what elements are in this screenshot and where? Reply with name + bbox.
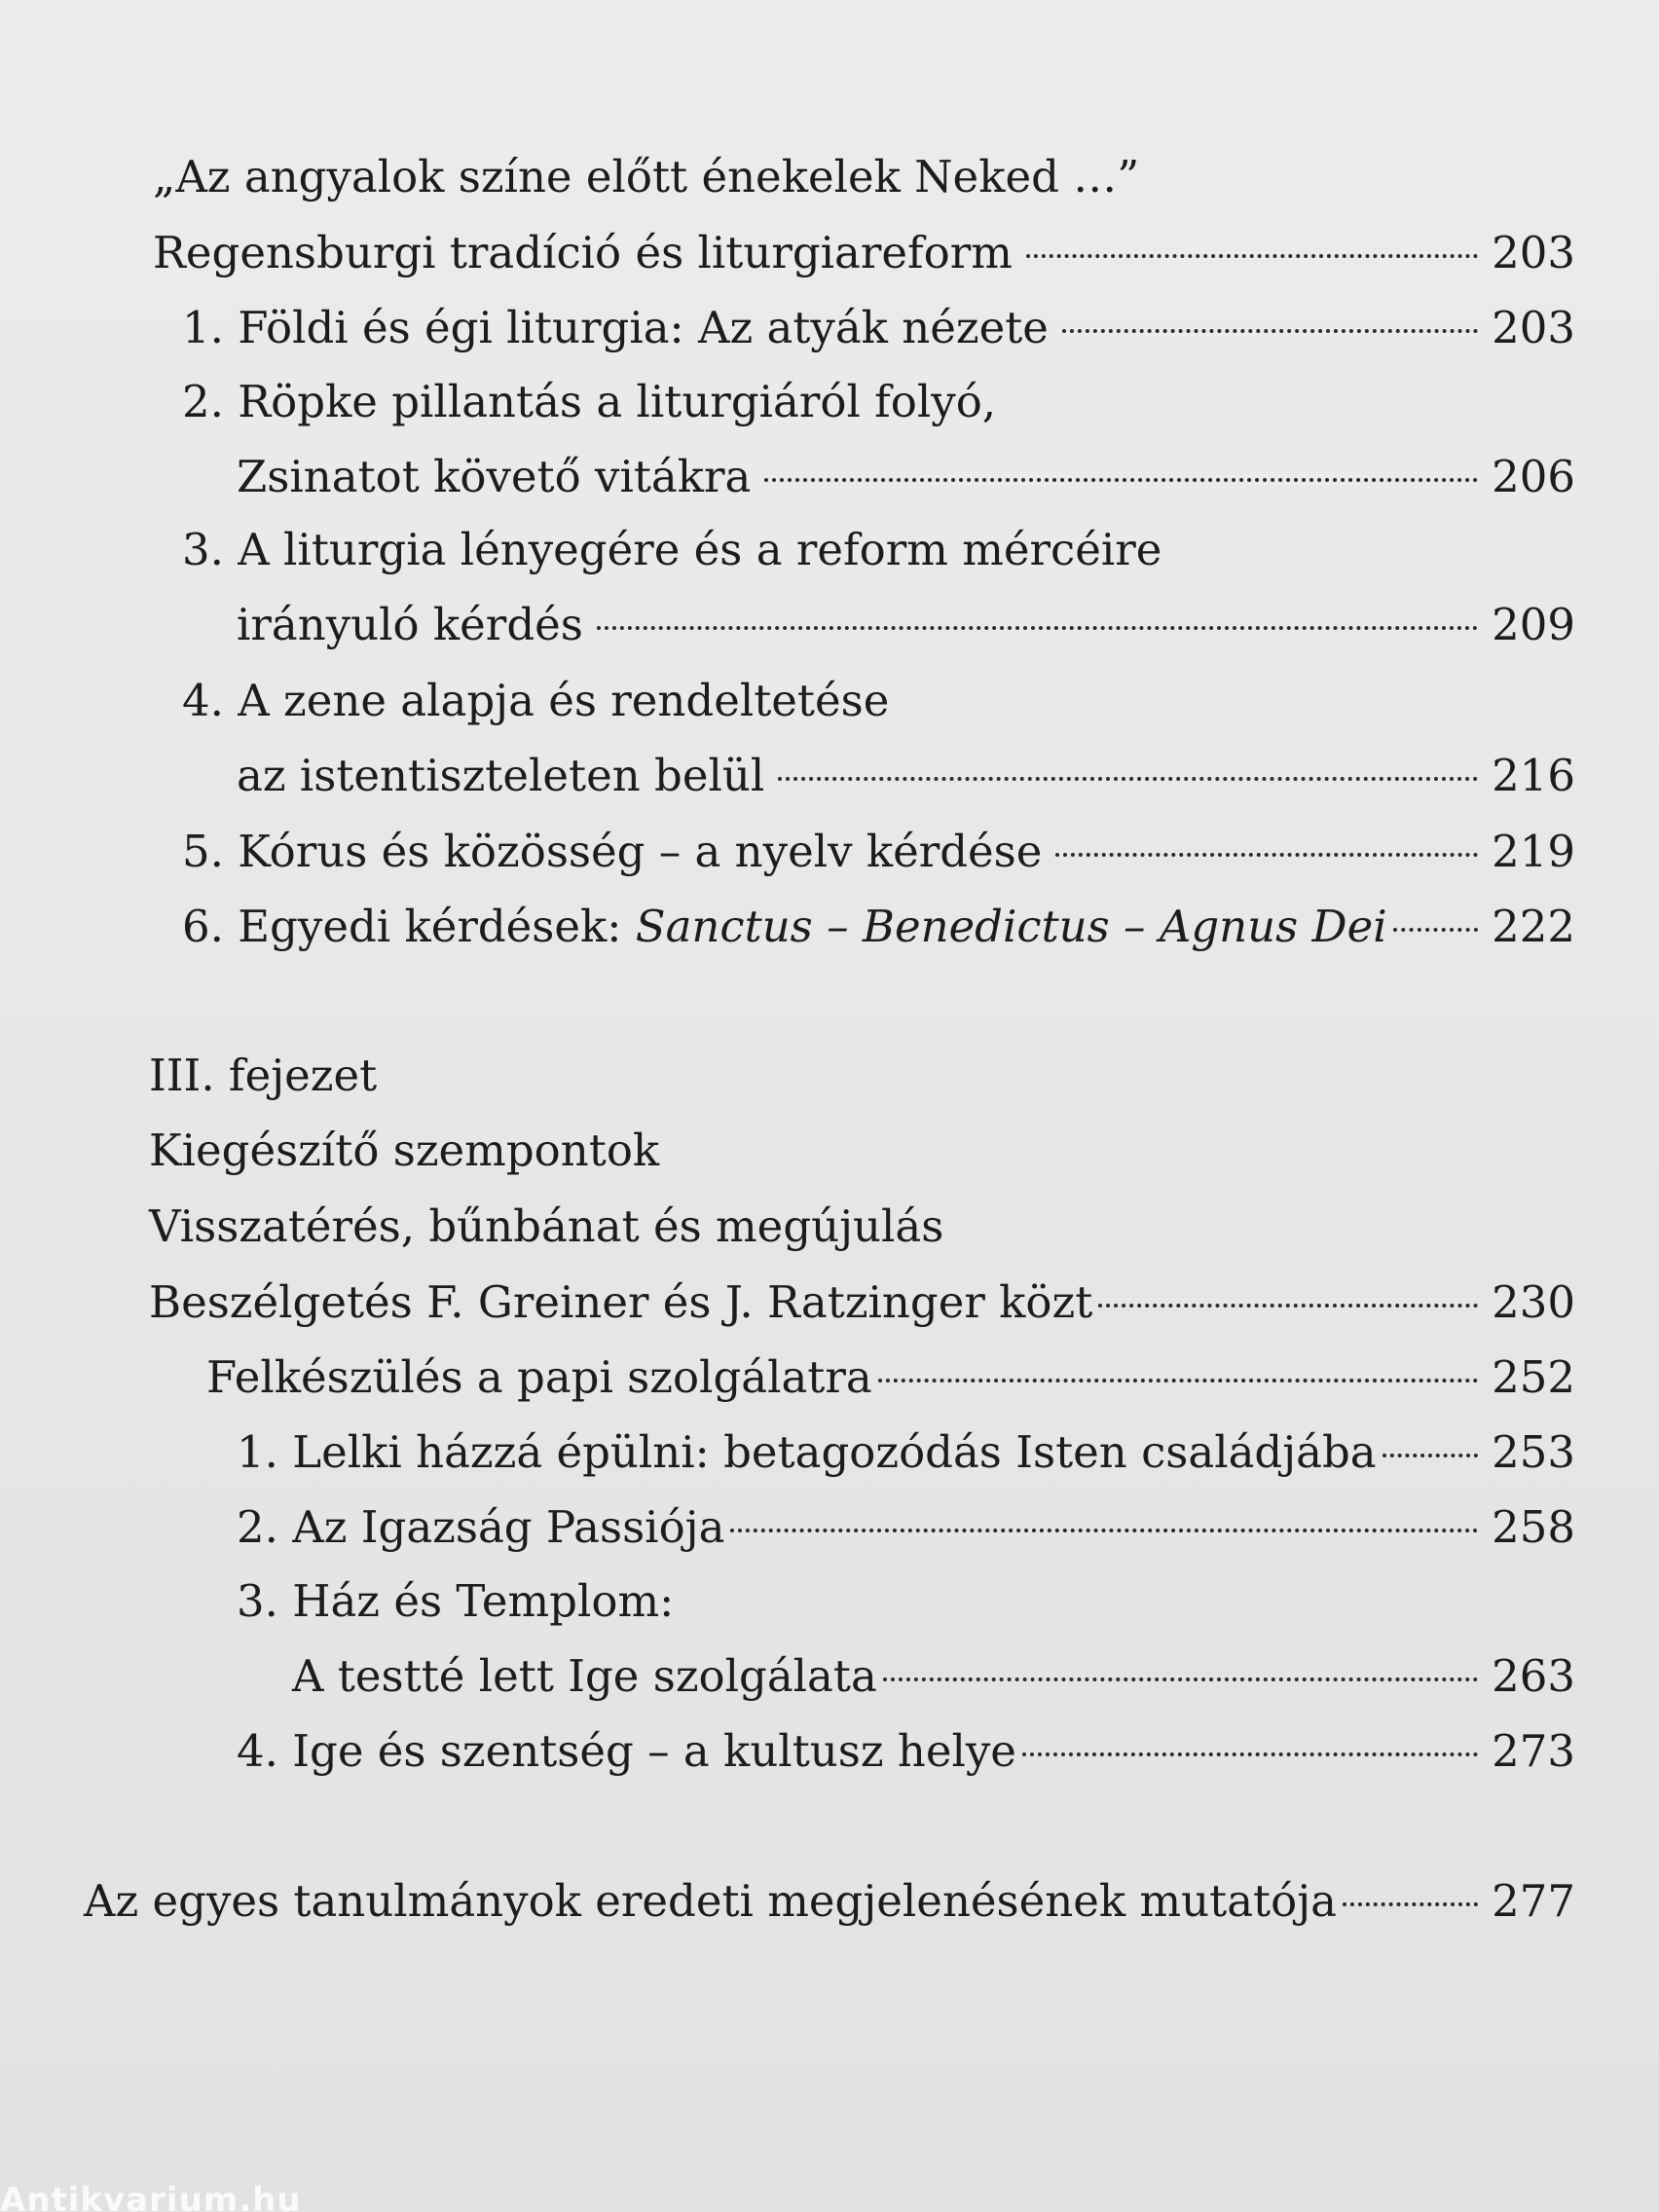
toc-entry-2-line2: Zsinatot követő vitákra 206 [237,451,1575,502]
dot-leader [878,1379,1478,1382]
dot-leader [778,777,1478,781]
toc-entry-song-before-angels: „Az angyalok színe előtt énekelek Neked …” [153,151,1140,203]
toc-entry-sub-1: 1. Lelki házzá épülni: betagozódás Isten családjába 253 [237,1426,1575,1478]
dot-leader [1343,1902,1478,1906]
toc-entry-sub-4: 4. Ige és szentség – a kultusz helye 273 [237,1725,1575,1777]
toc-entry-return-penance: Visszatérés, bűnbánat és megújulás [149,1200,944,1252]
dot-leader [764,478,1478,482]
toc-entry-sub-2: 2. Az Igazság Passiója 258 [237,1501,1575,1553]
dot-leader [1022,1752,1478,1756]
dot-leader [1098,1304,1478,1308]
toc-entry-sub-3-line1: 3. Ház és Templom: [237,1575,675,1627]
toc-entry-sub-3-line2: A testté lett Ige szolgálata 263 [292,1650,1575,1702]
dot-leader [1055,853,1478,857]
dot-leader [1393,928,1478,932]
dot-leader [597,626,1478,630]
dot-leader [1026,254,1478,258]
chapter-title: Kiegészítő szempontok [149,1124,660,1176]
toc-entry-3-line2: irányuló kérdés 209 [237,599,1575,650]
dot-leader [730,1529,1478,1532]
toc-entry-3-line1: 3. A liturgia lényegére és a reform mércéire [182,524,1162,575]
toc-entry-1-earthly-heavenly: 1. Földi és égi liturgia: Az atyák nézete 203 [182,302,1575,353]
toc-entry-priestly-ministry: Felkészülés a papi szolgálatra 252 [206,1351,1575,1403]
watermark: Antikvarium.hu [0,2181,302,2212]
dot-leader [1062,329,1478,333]
chapter-heading: III. fejezet [149,1050,378,1101]
toc-entry-conversation: Beszélgetés F. Greiner és J. Ratzinger közt 230 [149,1276,1575,1328]
toc-entry-4-line1: 4. A zene alapja és rendeltetése [182,675,890,726]
toc-entry-original-publications: Az egyes tanulmányok eredeti megjelenésének mutatója 277 [84,1875,1575,1927]
toc-entry-5-choir: 5. Kórus és közösség – a nyelv kérdése 219 [182,826,1575,877]
toc-entry-6-questions: 6. Egyedi kérdések: Sanctus – Benedictus – Agnus Dei 222 [182,901,1575,952]
toc-entry-2-line1: 2. Röpke pillantás a liturgiáról folyó, [182,376,997,427]
toc-entry-regensburg: Regensburgi tradíció és liturgiareform 203 [153,227,1575,278]
toc-entry-4-line2: az istentiszteleten belül 216 [237,750,1575,801]
dot-leader [1382,1454,1478,1457]
dot-leader [883,1677,1478,1681]
